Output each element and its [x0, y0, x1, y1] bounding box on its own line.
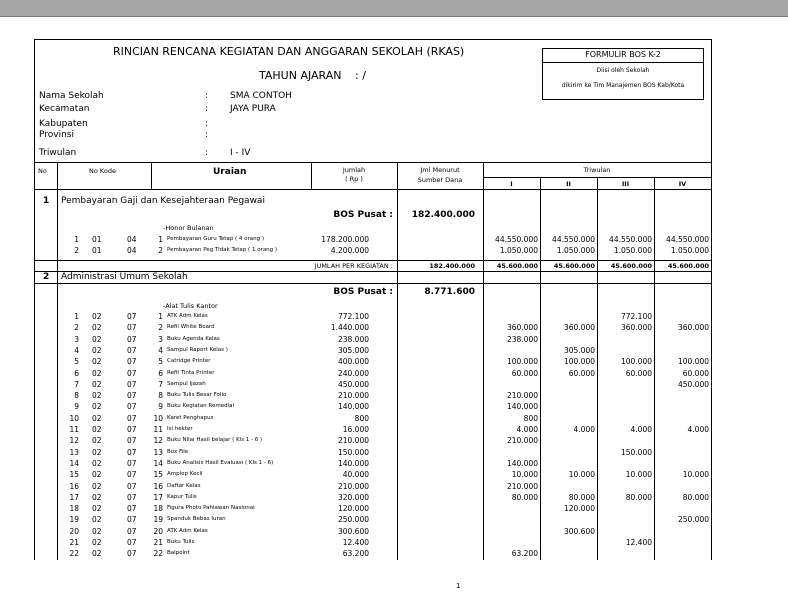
row-number: 20	[69, 526, 79, 536]
row-kode-2: 04	[127, 246, 137, 256]
row-amount: 320.000	[337, 492, 369, 502]
row-number: 3	[74, 334, 79, 344]
section-1-bos-value: 182.400.000	[411, 210, 475, 220]
row-item-number: 20	[153, 526, 163, 536]
row-amount: 210.000	[337, 436, 369, 446]
row-amount: 772.100	[337, 312, 369, 321]
row-item-number: 21	[153, 538, 163, 547]
row-tw2: 80.000	[568, 492, 595, 502]
row-number: 2	[74, 246, 79, 256]
row-tw2: 120.000	[563, 504, 595, 514]
table-row	[35, 549, 711, 560]
row-tw4: 100.000	[677, 357, 709, 367]
table-row	[35, 493, 711, 504]
row-description: Catridge Printer	[167, 358, 211, 365]
row-tw4: 80.000	[682, 492, 709, 502]
row-tw1: 140.000	[506, 458, 538, 468]
col-tw-3: III	[621, 180, 630, 188]
row-number: 17	[69, 492, 79, 502]
table-row	[35, 482, 711, 493]
row-tw1: 360.000	[506, 323, 538, 333]
row-tw1: 10.000	[511, 470, 538, 480]
table-row	[35, 402, 711, 413]
row-kode-1: 02	[92, 391, 102, 401]
row-description: ATK Adm Kelas	[167, 313, 208, 319]
section-1-bos-label: BOS Pusat :	[333, 210, 393, 220]
section-1-total-tw1: 45.600.000	[496, 262, 538, 270]
row-tw4: 1.050.000	[670, 246, 709, 256]
row-amount: 238.000	[337, 334, 369, 344]
table-top-border	[35, 162, 711, 163]
row-description: Refil White Board	[167, 324, 215, 331]
table-row	[35, 504, 711, 515]
row-tw1: 800	[523, 413, 538, 423]
row-description: Karet Penghapus	[167, 414, 214, 421]
info-colon: :	[205, 119, 209, 129]
row-item-number: 2	[158, 246, 163, 256]
row-amount: 40.000	[342, 470, 369, 480]
row-tw3: 4.000	[630, 425, 652, 434]
form-sent-to: dikirim ke Tim Manajemen BOS Kab/Kota	[561, 82, 685, 89]
row-kode-2: 07	[127, 504, 137, 514]
col-uraian: Uraian	[213, 167, 247, 177]
info-colon: :	[205, 130, 209, 140]
row-kode-1: 02	[92, 413, 102, 423]
row-kode-2: 07	[127, 368, 137, 378]
row-tw2: 300.600	[563, 526, 595, 536]
row-kode-1: 02	[92, 481, 102, 491]
row-number: 8	[74, 391, 79, 401]
row-tw2: 100.000	[563, 357, 595, 367]
section-2-number: 2	[43, 272, 50, 282]
row-kode-1: 02	[92, 549, 102, 559]
table-row	[35, 425, 711, 436]
document-title: RINCIAN RENCANA KEGIATAN DAN ANGGARAN SEKOLAH (RKAS)	[113, 45, 465, 58]
row-kode-1: 02	[92, 357, 102, 367]
row-tw4: 4.000	[687, 425, 709, 434]
info-value-kecamatan: JAYA PURA	[230, 104, 276, 114]
row-item-number: 9	[158, 402, 163, 412]
row-tw1: 100.000	[506, 357, 538, 367]
row-item-number: 8	[158, 391, 163, 401]
table-row	[35, 436, 711, 447]
row-tw1: 1.050.000	[499, 246, 538, 256]
info-label-kecamatan: Kecamatan	[39, 104, 90, 114]
info-value-triwulan: I - IV	[230, 148, 251, 158]
row-kode-2: 07	[127, 481, 137, 491]
row-kode-2: 07	[127, 402, 137, 412]
row-tw2: 44.550.000	[552, 235, 595, 244]
row-kode-2: 07	[127, 334, 137, 344]
row-number: 10	[69, 413, 79, 423]
row-tw4: 44.550.000	[666, 235, 709, 244]
row-kode-2: 07	[127, 515, 137, 525]
rkas-sheet	[34, 39, 712, 560]
row-number: 6	[74, 368, 79, 378]
row-amount: 178.200.000	[321, 235, 369, 244]
row-description: Kapur Tulis	[167, 493, 197, 500]
row-item-number: 16	[153, 481, 163, 491]
col-tw-4: IV	[678, 180, 687, 188]
row-tw2: 305.000	[563, 345, 595, 355]
row-number: 12	[69, 436, 79, 446]
row-number: 15	[69, 470, 79, 480]
row-description: Box File	[167, 448, 189, 455]
row-kode-2: 07	[127, 391, 137, 401]
row-amount: 140.000	[337, 402, 369, 412]
col-triwulan: Triwulan	[583, 166, 611, 174]
page-number: 1	[456, 582, 461, 590]
row-kode-2: 07	[127, 549, 137, 559]
table-row	[35, 235, 711, 246]
row-kode-2: 07	[127, 323, 137, 333]
table-row	[35, 357, 711, 368]
row-kode-1: 02	[92, 515, 102, 525]
row-kode-2: 07	[127, 526, 137, 536]
row-amount: 16.000	[342, 425, 369, 434]
row-tw1: 210.000	[506, 481, 538, 491]
row-item-number: 11	[153, 425, 163, 434]
row-number: 5	[74, 357, 79, 367]
row-number: 21	[69, 538, 79, 547]
form-code: FORMULIR BOS K-2	[585, 50, 661, 59]
section-1-total-tw2: 45.600.000	[553, 262, 595, 270]
row-item-number: 19	[153, 515, 163, 525]
row-tw2: 360.000	[563, 323, 595, 333]
row-kode-2: 07	[127, 447, 137, 457]
row-tw1: 44.550.000	[495, 235, 538, 244]
tahun-ajaran-label: TAHUN AJARAN	[259, 69, 342, 82]
col-jumlah: Jumlah	[342, 166, 366, 174]
row-description: Buku Kegiatan Remedial	[167, 403, 234, 410]
table-row	[35, 448, 711, 459]
row-kode-2: 07	[127, 458, 137, 468]
row-description: Daftar Kelas	[167, 482, 201, 489]
row-tw1: 210.000	[506, 436, 538, 446]
row-number: 18	[69, 504, 79, 514]
row-kode-1: 02	[92, 526, 102, 536]
row-description: Buku Analisis Hasil Evaluasi ( Kls 1 - 6)	[167, 459, 274, 466]
row-kode-2: 07	[127, 357, 137, 367]
row-tw3: 60.000	[625, 368, 652, 378]
window-title-bar	[0, 0, 788, 17]
row-tw4: 60.000	[682, 368, 709, 378]
row-tw4: 360.000	[677, 323, 709, 333]
row-item-number: 2	[158, 323, 163, 333]
row-number: 14	[69, 458, 79, 468]
table-row	[35, 527, 711, 538]
row-amount: 4.200.000	[330, 246, 369, 256]
row-kode-2: 07	[127, 436, 137, 446]
info-label-kabupaten: Kabupaten	[39, 119, 88, 129]
row-tw2: 1.050.000	[556, 246, 595, 256]
row-amount: 120.000	[337, 504, 369, 514]
row-amount: 240.000	[337, 368, 369, 378]
row-description: Buku Tulis Besar Folio	[167, 392, 227, 399]
row-description: Refil Tinta Printer	[167, 369, 215, 376]
table-header-border	[35, 189, 711, 190]
row-item-number: 5	[158, 357, 163, 367]
row-number: 16	[69, 481, 79, 491]
row-amount: 63.200	[342, 549, 369, 559]
section-1-total-tw4: 45.600.000	[667, 262, 709, 270]
form-filled-by: Diisi oleh Sekolah	[596, 67, 650, 74]
row-number: 2	[74, 323, 79, 333]
row-amount: 400.000	[337, 357, 369, 367]
row-tw1: 60.000	[511, 368, 538, 378]
form-code-box	[542, 48, 704, 100]
row-tw4: 250.000	[677, 515, 709, 525]
info-label-triwulan: Triwulan	[39, 148, 77, 158]
table-row	[35, 414, 711, 425]
section-2-bos-label: BOS Pusat :	[333, 287, 393, 297]
info-value-nama: SMA CONTOH	[230, 91, 292, 101]
row-kode-1: 02	[92, 492, 102, 502]
row-description: Sampul Ijazah	[167, 380, 206, 387]
row-tw3: 150.000	[620, 447, 652, 457]
row-kode-2: 07	[127, 345, 137, 355]
row-tw3: 80.000	[625, 492, 652, 502]
row-description: Pembayaran Guru Tetap ( 4 orang )	[167, 236, 265, 242]
info-colon: :	[205, 104, 209, 114]
row-kode-1: 02	[92, 402, 102, 412]
row-amount: 140.000	[337, 458, 369, 468]
row-kode-1: 02	[92, 470, 102, 480]
row-number: 19	[69, 515, 79, 525]
row-number: 11	[69, 425, 79, 434]
row-item-number: 10	[153, 413, 163, 423]
table-row	[35, 538, 711, 549]
row-description: Spanduk Bebas Iuran	[167, 516, 226, 523]
table-row	[35, 470, 711, 481]
row-kode-1: 02	[92, 447, 102, 457]
section-2-bos-value: 8.771.600	[424, 287, 475, 297]
row-kode-1: 02	[92, 323, 102, 333]
row-tw1: 238.000	[506, 334, 538, 344]
row-kode-2: 07	[127, 425, 137, 434]
row-description: Buku Tulis	[167, 539, 195, 545]
section-1-total-tw3: 45.600.000	[610, 262, 652, 270]
table-row	[35, 369, 711, 380]
table-row	[35, 312, 711, 323]
row-tw1: 63.200	[511, 549, 538, 559]
section-1-total-value: 182.400.000	[429, 262, 475, 270]
row-description: Figura Photo Pahlawan Nasional	[167, 505, 255, 512]
row-amount: 210.000	[337, 391, 369, 401]
section-1-name: Pembayaran Gaji dan Kesejahteraan Pegawai	[61, 196, 265, 206]
col-kode: No Kode	[89, 167, 116, 175]
row-kode-1: 02	[92, 504, 102, 514]
row-amount: 1.440.000	[330, 323, 369, 333]
info-label-provinsi: Provinsi	[39, 130, 74, 140]
tahun-ajaran-value: : /	[355, 69, 366, 82]
row-amount: 12.400	[342, 538, 369, 547]
table-row	[35, 323, 711, 334]
row-number: 4	[74, 345, 79, 355]
row-item-number: 1	[158, 312, 163, 321]
row-kode-1: 02	[92, 345, 102, 355]
row-kode-1: 01	[92, 235, 102, 244]
row-item-number: 6	[158, 368, 163, 378]
row-number: 7	[74, 379, 79, 389]
row-tw1: 210.000	[506, 391, 538, 401]
row-item-number: 13	[153, 447, 163, 457]
row-tw2: 60.000	[568, 368, 595, 378]
table-row	[35, 380, 711, 391]
row-tw2: 4.000	[573, 425, 595, 434]
row-tw3: 100.000	[620, 357, 652, 367]
row-kode-2: 07	[127, 492, 137, 502]
row-number: 13	[69, 447, 79, 457]
row-kode-1: 02	[92, 436, 102, 446]
col-tw-1: I	[510, 180, 513, 188]
row-amount: 300.600	[337, 526, 369, 536]
row-kode-2: 07	[127, 312, 137, 321]
row-item-number: 12	[153, 436, 163, 446]
row-amount: 250.000	[337, 515, 369, 525]
row-tw3: 772.100	[620, 312, 652, 321]
row-number: 1	[74, 312, 79, 321]
table-row	[35, 335, 711, 346]
row-number: 1	[74, 235, 79, 244]
row-item-number: 18	[153, 504, 163, 514]
row-item-number: 14	[153, 458, 163, 468]
row-description: Pembayaran Peg Tidak Tetap ( 1 orang )	[167, 247, 278, 254]
row-item-number: 1	[158, 235, 163, 244]
section-1-subheading: -Honor Bulanan	[163, 224, 214, 232]
row-description: Amplop Kecil	[167, 471, 203, 478]
row-item-number: 4	[158, 345, 163, 355]
row-item-number: 17	[153, 492, 163, 502]
row-item-number: 7	[158, 379, 163, 389]
row-description: ATK Adm Kelas	[167, 527, 208, 534]
row-tw3: 44.550.000	[609, 235, 652, 244]
row-item-number: 22	[153, 549, 163, 559]
row-description: Buku Agenda Kelas	[167, 335, 220, 342]
row-amount: 450.000	[337, 379, 369, 389]
row-tw3: 360.000	[620, 323, 652, 333]
table-row	[35, 391, 711, 402]
row-description: Buku Nilai Hasil belajar ( Kls 1 - 6 )	[167, 437, 263, 444]
row-amount: 305.000	[337, 345, 369, 355]
table-row	[35, 459, 711, 470]
section-2-subheading: -Alat Tulis Kantor	[163, 302, 218, 310]
row-number: 9	[74, 402, 79, 412]
info-label-nama: Nama Sekolah	[39, 91, 104, 101]
row-kode-1: 02	[92, 425, 102, 434]
row-kode-1: 02	[92, 368, 102, 378]
section-2-name: Administrasi Umum Sekolah	[61, 272, 188, 282]
info-colon: :	[205, 91, 209, 101]
row-description: Isi hekter	[167, 426, 193, 432]
row-description: Balpoint	[167, 550, 190, 557]
row-tw4: 10.000	[682, 470, 709, 480]
row-tw4: 450.000	[677, 379, 709, 389]
row-tw2: 10.000	[568, 470, 595, 480]
section-1-number: 1	[43, 196, 50, 206]
row-item-number: 3	[158, 334, 163, 344]
row-amount: 800	[354, 413, 369, 423]
row-kode-1: 02	[92, 334, 102, 344]
row-tw3: 10.000	[625, 470, 652, 480]
section-1-total-label: JUMLAH PER KEGIATAN :	[314, 262, 393, 270]
row-tw1: 4.000	[516, 425, 538, 434]
row-tw1: 140.000	[506, 402, 538, 412]
row-tw3: 1.050.000	[613, 246, 652, 256]
row-kode-1: 01	[92, 246, 102, 256]
row-description: Sampul Raport Kelas )	[167, 346, 228, 353]
col-menurut: Jml Menurut	[420, 166, 460, 174]
row-kode-2: 04	[127, 235, 137, 244]
row-amount: 150.000	[337, 447, 369, 457]
row-item-number: 15	[153, 470, 163, 480]
row-kode-2: 07	[127, 413, 137, 423]
col-sumber-dana: Sumber Dana	[417, 176, 463, 184]
row-kode-1: 02	[92, 458, 102, 468]
col-jumlah-unit: ( Rp )	[345, 175, 363, 183]
row-amount: 210.000	[337, 481, 369, 491]
row-tw3: 12.400	[625, 538, 652, 547]
row-kode-2: 07	[127, 379, 137, 389]
row-kode-1: 02	[92, 379, 102, 389]
table-row	[35, 346, 711, 357]
row-kode-2: 07	[127, 538, 137, 547]
row-kode-2: 07	[127, 470, 137, 480]
row-number: 22	[69, 549, 79, 559]
table-row	[35, 515, 711, 526]
info-colon: :	[205, 148, 209, 158]
table-row	[35, 246, 711, 257]
col-no: No	[38, 167, 47, 175]
row-kode-1: 02	[92, 538, 102, 547]
col-tw-2: II	[566, 180, 571, 188]
row-kode-1: 02	[92, 312, 102, 321]
row-tw1: 80.000	[511, 492, 538, 502]
